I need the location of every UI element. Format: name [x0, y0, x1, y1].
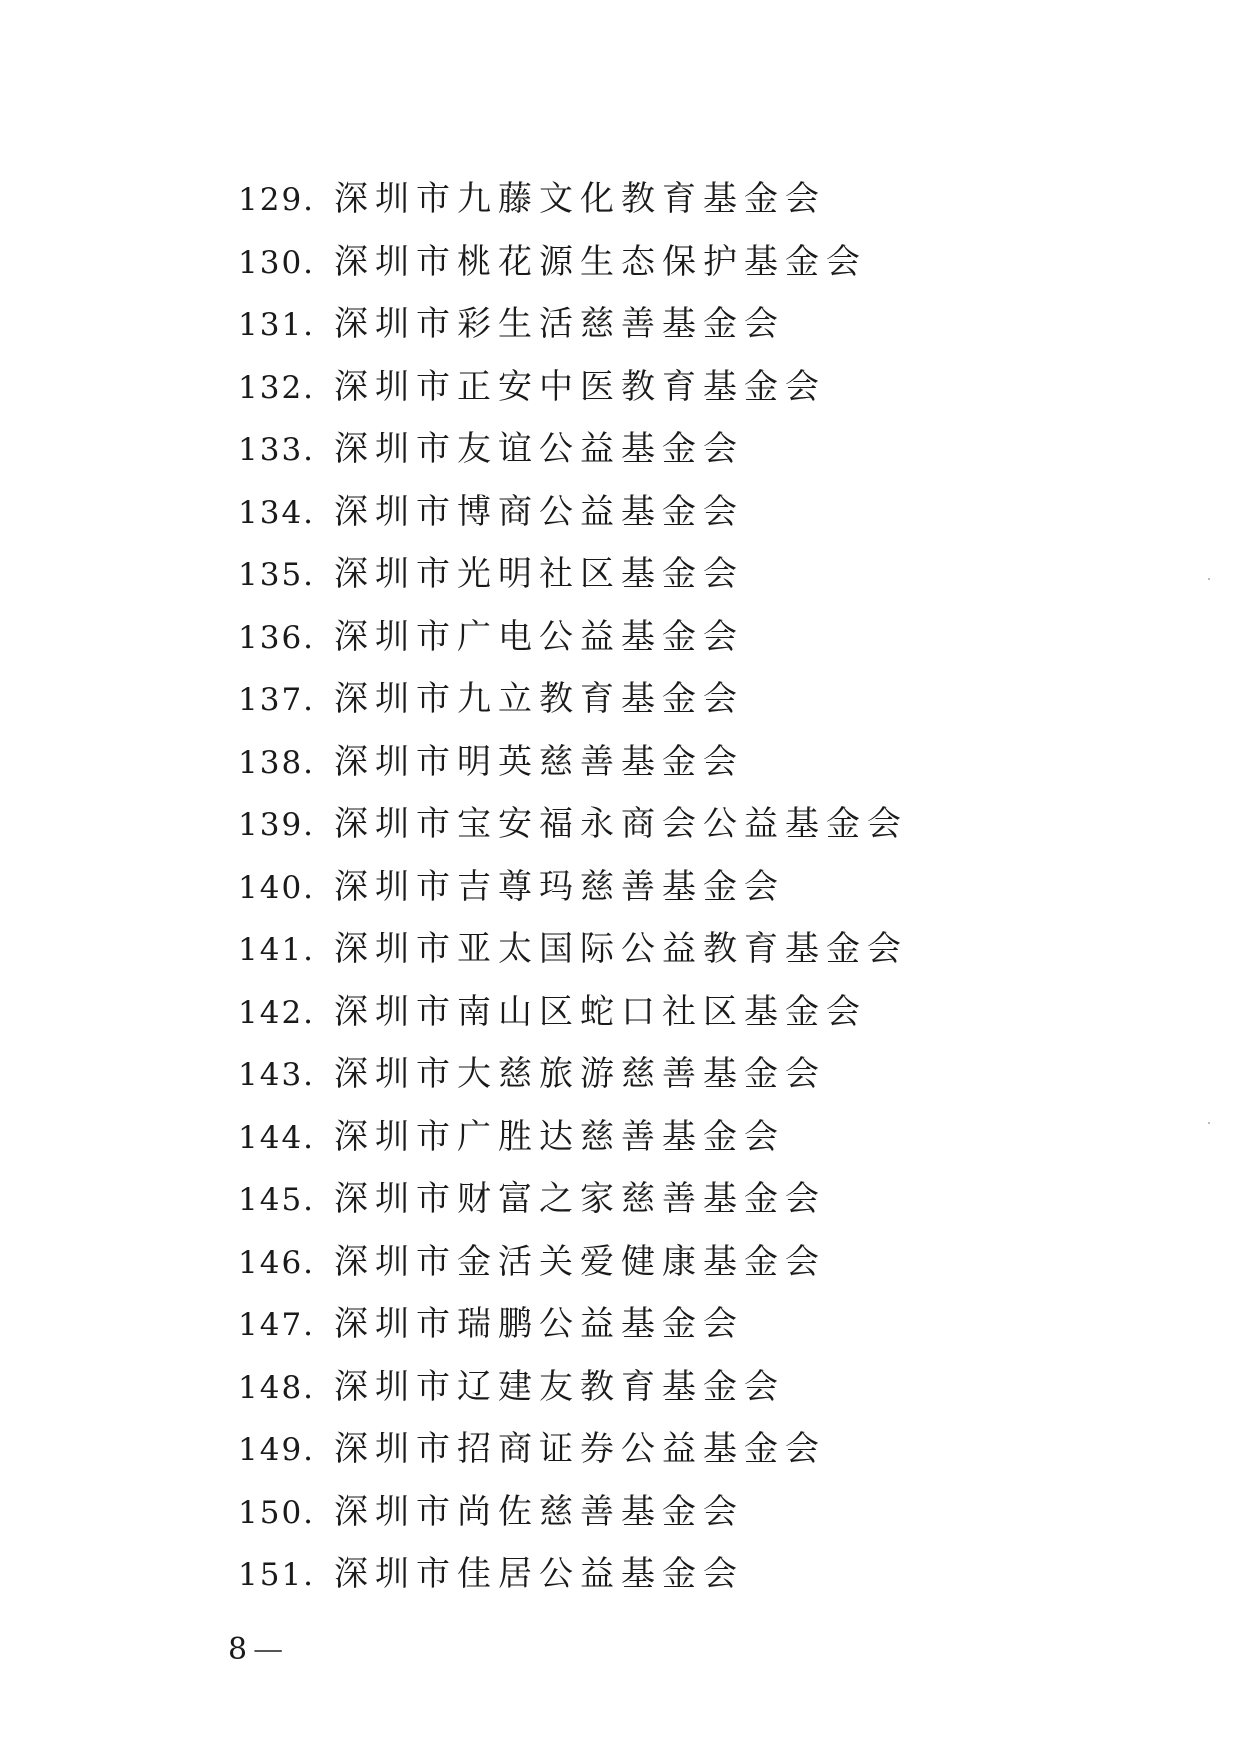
list-item	[238, 1356, 1138, 1419]
item-name: 深圳市桃花源生态保护基金会	[334, 241, 867, 282]
item-number: 134.	[238, 494, 316, 531]
list-item	[238, 856, 1138, 919]
item-name: 深圳市正安中医教育基金会	[334, 366, 826, 407]
list-item	[238, 168, 1138, 231]
item-name: 深圳市南山区蛇口社区基金会	[334, 991, 867, 1032]
item-number: 137.	[238, 682, 316, 718]
list-item	[238, 1043, 1138, 1106]
item-number: 150.	[238, 1494, 316, 1531]
list-item	[238, 1168, 1138, 1231]
item-name: 深圳市光明社区基金会	[334, 554, 744, 594]
item-name: 深圳市广电公益基金会	[334, 616, 744, 657]
item-number: 139.	[238, 807, 316, 843]
item-name: 深圳市九藤文化教育基金会	[334, 179, 826, 219]
item-number: 129.	[238, 182, 316, 218]
item-number: 144.	[238, 1119, 316, 1156]
item-name: 深圳市广胜达慈善基金会	[334, 1116, 785, 1157]
item-number: 141.	[238, 932, 316, 968]
item-number: 147.	[238, 1307, 316, 1343]
list-item	[238, 1543, 1138, 1606]
list-item	[238, 731, 1138, 794]
item-name: 深圳市九立教育基金会	[334, 679, 744, 719]
list-item	[238, 1481, 1138, 1544]
item-number: 133.	[238, 432, 316, 468]
list-item	[238, 356, 1138, 419]
item-number: 151.	[238, 1557, 316, 1593]
list-item	[238, 1293, 1138, 1356]
item-name: 深圳市大慈旅游慈善基金会	[334, 1054, 826, 1094]
item-number: 132.	[238, 369, 316, 406]
item-name: 深圳市招商证券公益基金会	[334, 1429, 826, 1469]
item-number: 142.	[238, 994, 316, 1031]
list-item	[238, 1418, 1138, 1481]
footer-dash: —	[253, 1632, 284, 1667]
item-name: 深圳市尚佐慈善基金会	[334, 1491, 744, 1532]
scan-speck	[1208, 578, 1210, 580]
list-item	[238, 1106, 1138, 1169]
item-number: 135.	[238, 557, 316, 593]
item-name: 深圳市吉尊玛慈善基金会	[334, 866, 785, 907]
item-number: 131.	[238, 307, 316, 343]
item-name: 深圳市博商公益基金会	[334, 491, 744, 532]
item-name: 深圳市佳居公益基金会	[334, 1554, 744, 1594]
list-item	[238, 293, 1138, 356]
item-number: 140.	[238, 869, 316, 906]
list-item	[238, 231, 1138, 294]
item-name: 深圳市瑞鹏公益基金会	[334, 1304, 744, 1344]
item-name: 深圳市宝安福永商会公益基金会	[334, 804, 908, 844]
item-name: 深圳市金活关爱健康基金会	[334, 1241, 826, 1282]
item-number: 136.	[238, 619, 316, 656]
list-item	[238, 606, 1138, 669]
scan-speck	[1208, 1122, 1210, 1124]
item-name: 深圳市友谊公益基金会	[334, 429, 744, 469]
item-name: 深圳市辽建友教育基金会	[334, 1366, 785, 1407]
list-item	[238, 793, 1138, 856]
list-item	[238, 668, 1138, 731]
list-item	[238, 543, 1138, 606]
list-item	[238, 418, 1138, 481]
page-footer	[228, 1632, 283, 1667]
foundation-list	[238, 168, 1138, 1606]
list-item	[238, 918, 1138, 981]
item-number: 148.	[238, 1369, 316, 1406]
item-number: 149.	[238, 1432, 316, 1468]
item-number: 138.	[238, 744, 316, 781]
list-item	[238, 481, 1138, 544]
item-name: 深圳市亚太国际公益教育基金会	[334, 929, 908, 969]
list-item	[238, 981, 1138, 1044]
item-name: 深圳市财富之家慈善基金会	[334, 1179, 826, 1219]
item-number: 143.	[238, 1057, 316, 1093]
item-number: 146.	[238, 1244, 316, 1281]
item-number: 130.	[238, 244, 316, 281]
page-number: 8	[228, 1632, 248, 1667]
item-name: 深圳市彩生活慈善基金会	[334, 304, 785, 344]
item-number: 145.	[238, 1182, 316, 1218]
item-name: 深圳市明英慈善基金会	[334, 741, 744, 782]
list-item	[238, 1231, 1138, 1294]
